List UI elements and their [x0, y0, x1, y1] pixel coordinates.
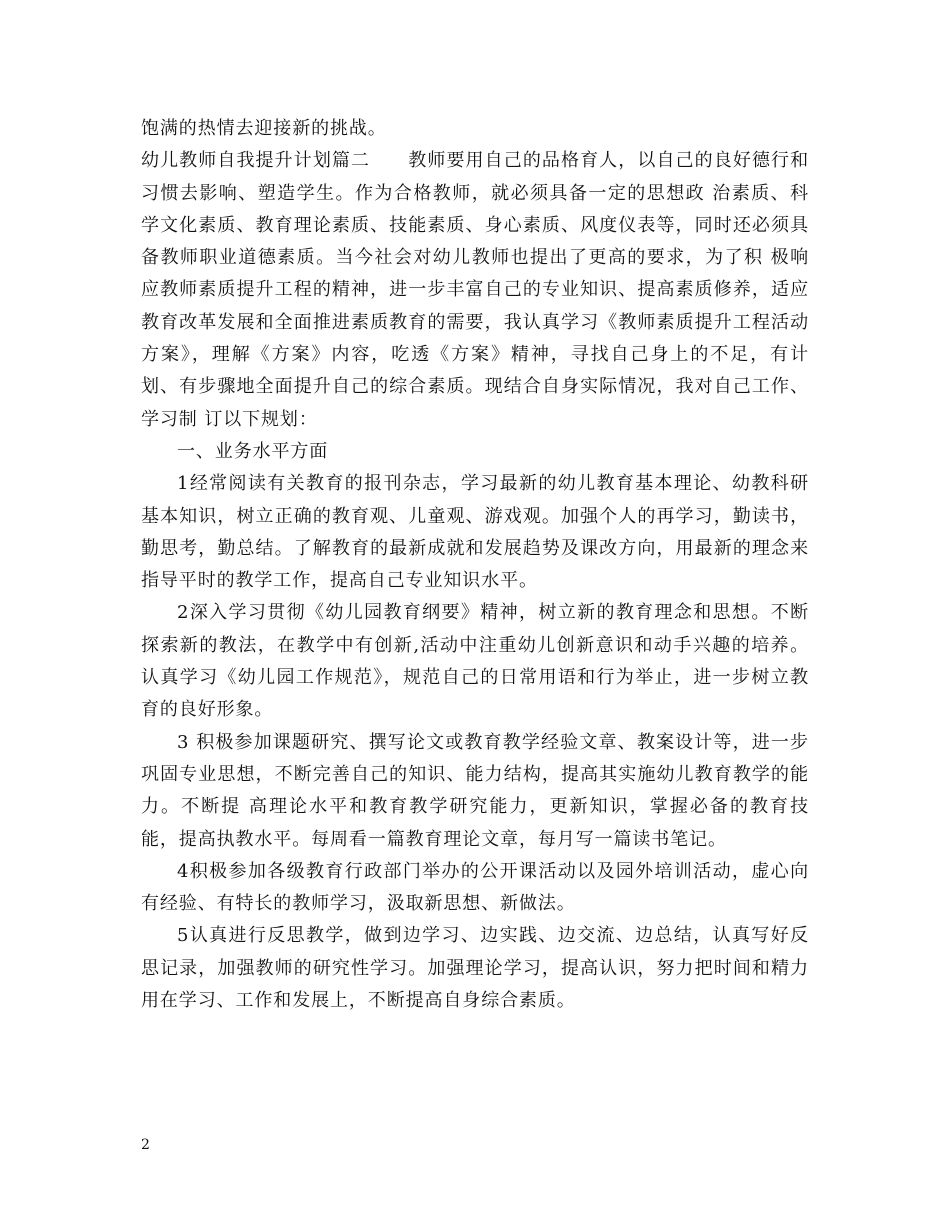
paragraph-intro: 幼儿教师自我提升计划篇二 教师要用自己的品格育人，以自己的良好德行和习惯去影响、塑造学生。作为合格教师，就必须具备一定的思想政 治素质、科学文化素质、教育理论素质、技能素质、身心素质、风度仪表等，同时还必须具备教师职业道德素质。当今社会对幼儿教师也提出了更高的要求，为了积 极响应教师素质提升工程的精神，进一步丰富自己的专业知识、提高素质修养，适应教育改革发展和全面推进素质教育的需要，我认真学习《教师素质提升工程活动 方案》，理解《方案》内容，吃透《方案》精神，寻找自己身上的不足，有计划、有步骤地全面提升自己的综合素质。现结合自身实际情况，我对自己工作、学习制 订以下规划： [141, 150, 809, 430]
paragraph-item-3: 3 积极参加课题研究、撰写论文或教育教学经验文章、教案设计等，进一步巩固专业思想，不断完善自己的知识、能力结构，提高其实施幼儿教育教学的能力。不断提 高理论水平和教育教学研究能力，更新知识，掌握必备的教育技能，提高执教水平。每周看一篇教育理论文章，每月写一篇读书笔记。 [141, 731, 809, 850]
page-number: 2 [141, 1137, 150, 1153]
paragraph-item-2: 2深入学习贯彻《幼儿园教育纲要》精神，树立新的教育理念和思想。不断探索新的教法，在教学中有创新,活动中注重幼儿创新意识和动手兴趣的培养。认真学习《幼儿园工作规范》，规范自己的日常用语和行为举止，进一步树立教育的良好形象。 [141, 602, 809, 721]
section-heading: 一、业务水平方面 [177, 440, 329, 462]
paragraph-item-4: 4积极参加各级教育行政部门举办的公开课活动以及园外培训活动，虚心向有经验、有特长的教师学习，汲取新思想、新做法。 [141, 860, 809, 915]
paragraph-continuation: 饱满的热情去迎接新的挑战。 [141, 118, 387, 139]
document-body [141, 113, 809, 1017]
paragraph-item-5: 5认真进行反思教学，做到边学习、边实践、边交流、边总结，认真写好反思记录，加强教师的研究性学习。加强理论学习，提高认识，努力把时间和精力用在学习、工作和发展上，不断提高自身综合素质。 [141, 925, 809, 1012]
paragraph-item-1: 1经常阅读有关教育的报刊杂志，学习最新的幼儿教育基本理论、幼教科研基本知识，树立正确的教育观、儿童观、游戏观。加强个人的再学习，勤读书，勤思考，勤总结。了解教育的最新成就和发展趋势及课改方向，用最新的理念来指导平时的教学工作，提高自己专业知识水平。 [141, 473, 809, 592]
